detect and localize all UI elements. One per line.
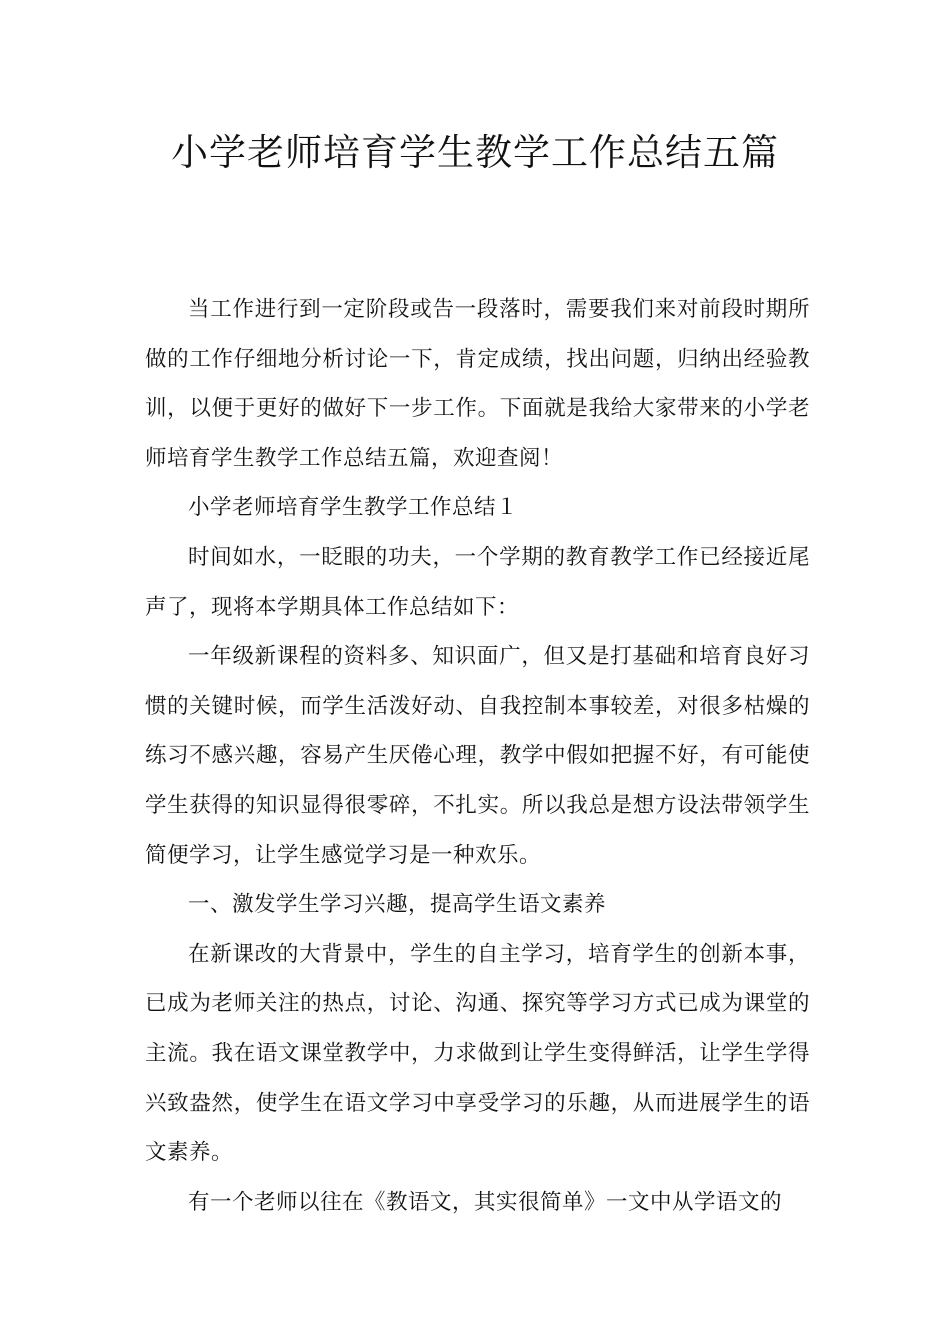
paragraph: 时间如水，一眨眼的功夫，一个学期的教育教学工作已经接近尾声了，现将本学期具体工作总结如下： — [145, 544, 810, 620]
paragraph-intro: 当工作进行到一定阶段或告一段落时，需要我们来对前段时期所做的工作仔细地分析讨论一下，肯定成绩，找出问题，归纳出经验教训，以便于更好的做好下一步工作。下面就是我给大家带来的小学老师培育学生教学工作总结五篇，欢迎查阅！ — [145, 297, 810, 471]
subsection-heading: 一、激发学生学习兴趣，提高学生语文素养 — [188, 892, 607, 918]
paragraph: 一年级新课程的资料多、知识面广，但又是打基础和培育良好习惯的关键时候，而学生活泼好动、自我控制本事较差，对很多枯燥的练习不感兴趣，容易产生厌倦心理，教学中假如把握不好，有可能使学生获得的知识显得很零碎，不扎实。所以我总是想方设法带领学生简便学习，让学生感觉学习是一种欢乐。 — [145, 644, 810, 868]
document-title: 小学老师培育学生教学工作总结五篇 — [171, 131, 779, 174]
section-heading-1: 小学老师培育学生教学工作总结１ — [188, 495, 519, 521]
paragraph: 在新课改的大背景中，学生的自主学习，培育学生的创新本事，已成为老师关注的热点，讨论、沟通、探究等学习方式已成为课堂的主流。我在语文课堂教学中，力求做到让学生变得鲜活，让学生学得兴致盎然，使学生在语文学习中享受学习的乐趣，从而进展学生的语文素养。 — [145, 941, 810, 1166]
paragraph: 有一个老师以往在《教语文，其实很简单》一文中从学语文的 — [188, 1189, 783, 1215]
document-body — [145, 285, 810, 1227]
